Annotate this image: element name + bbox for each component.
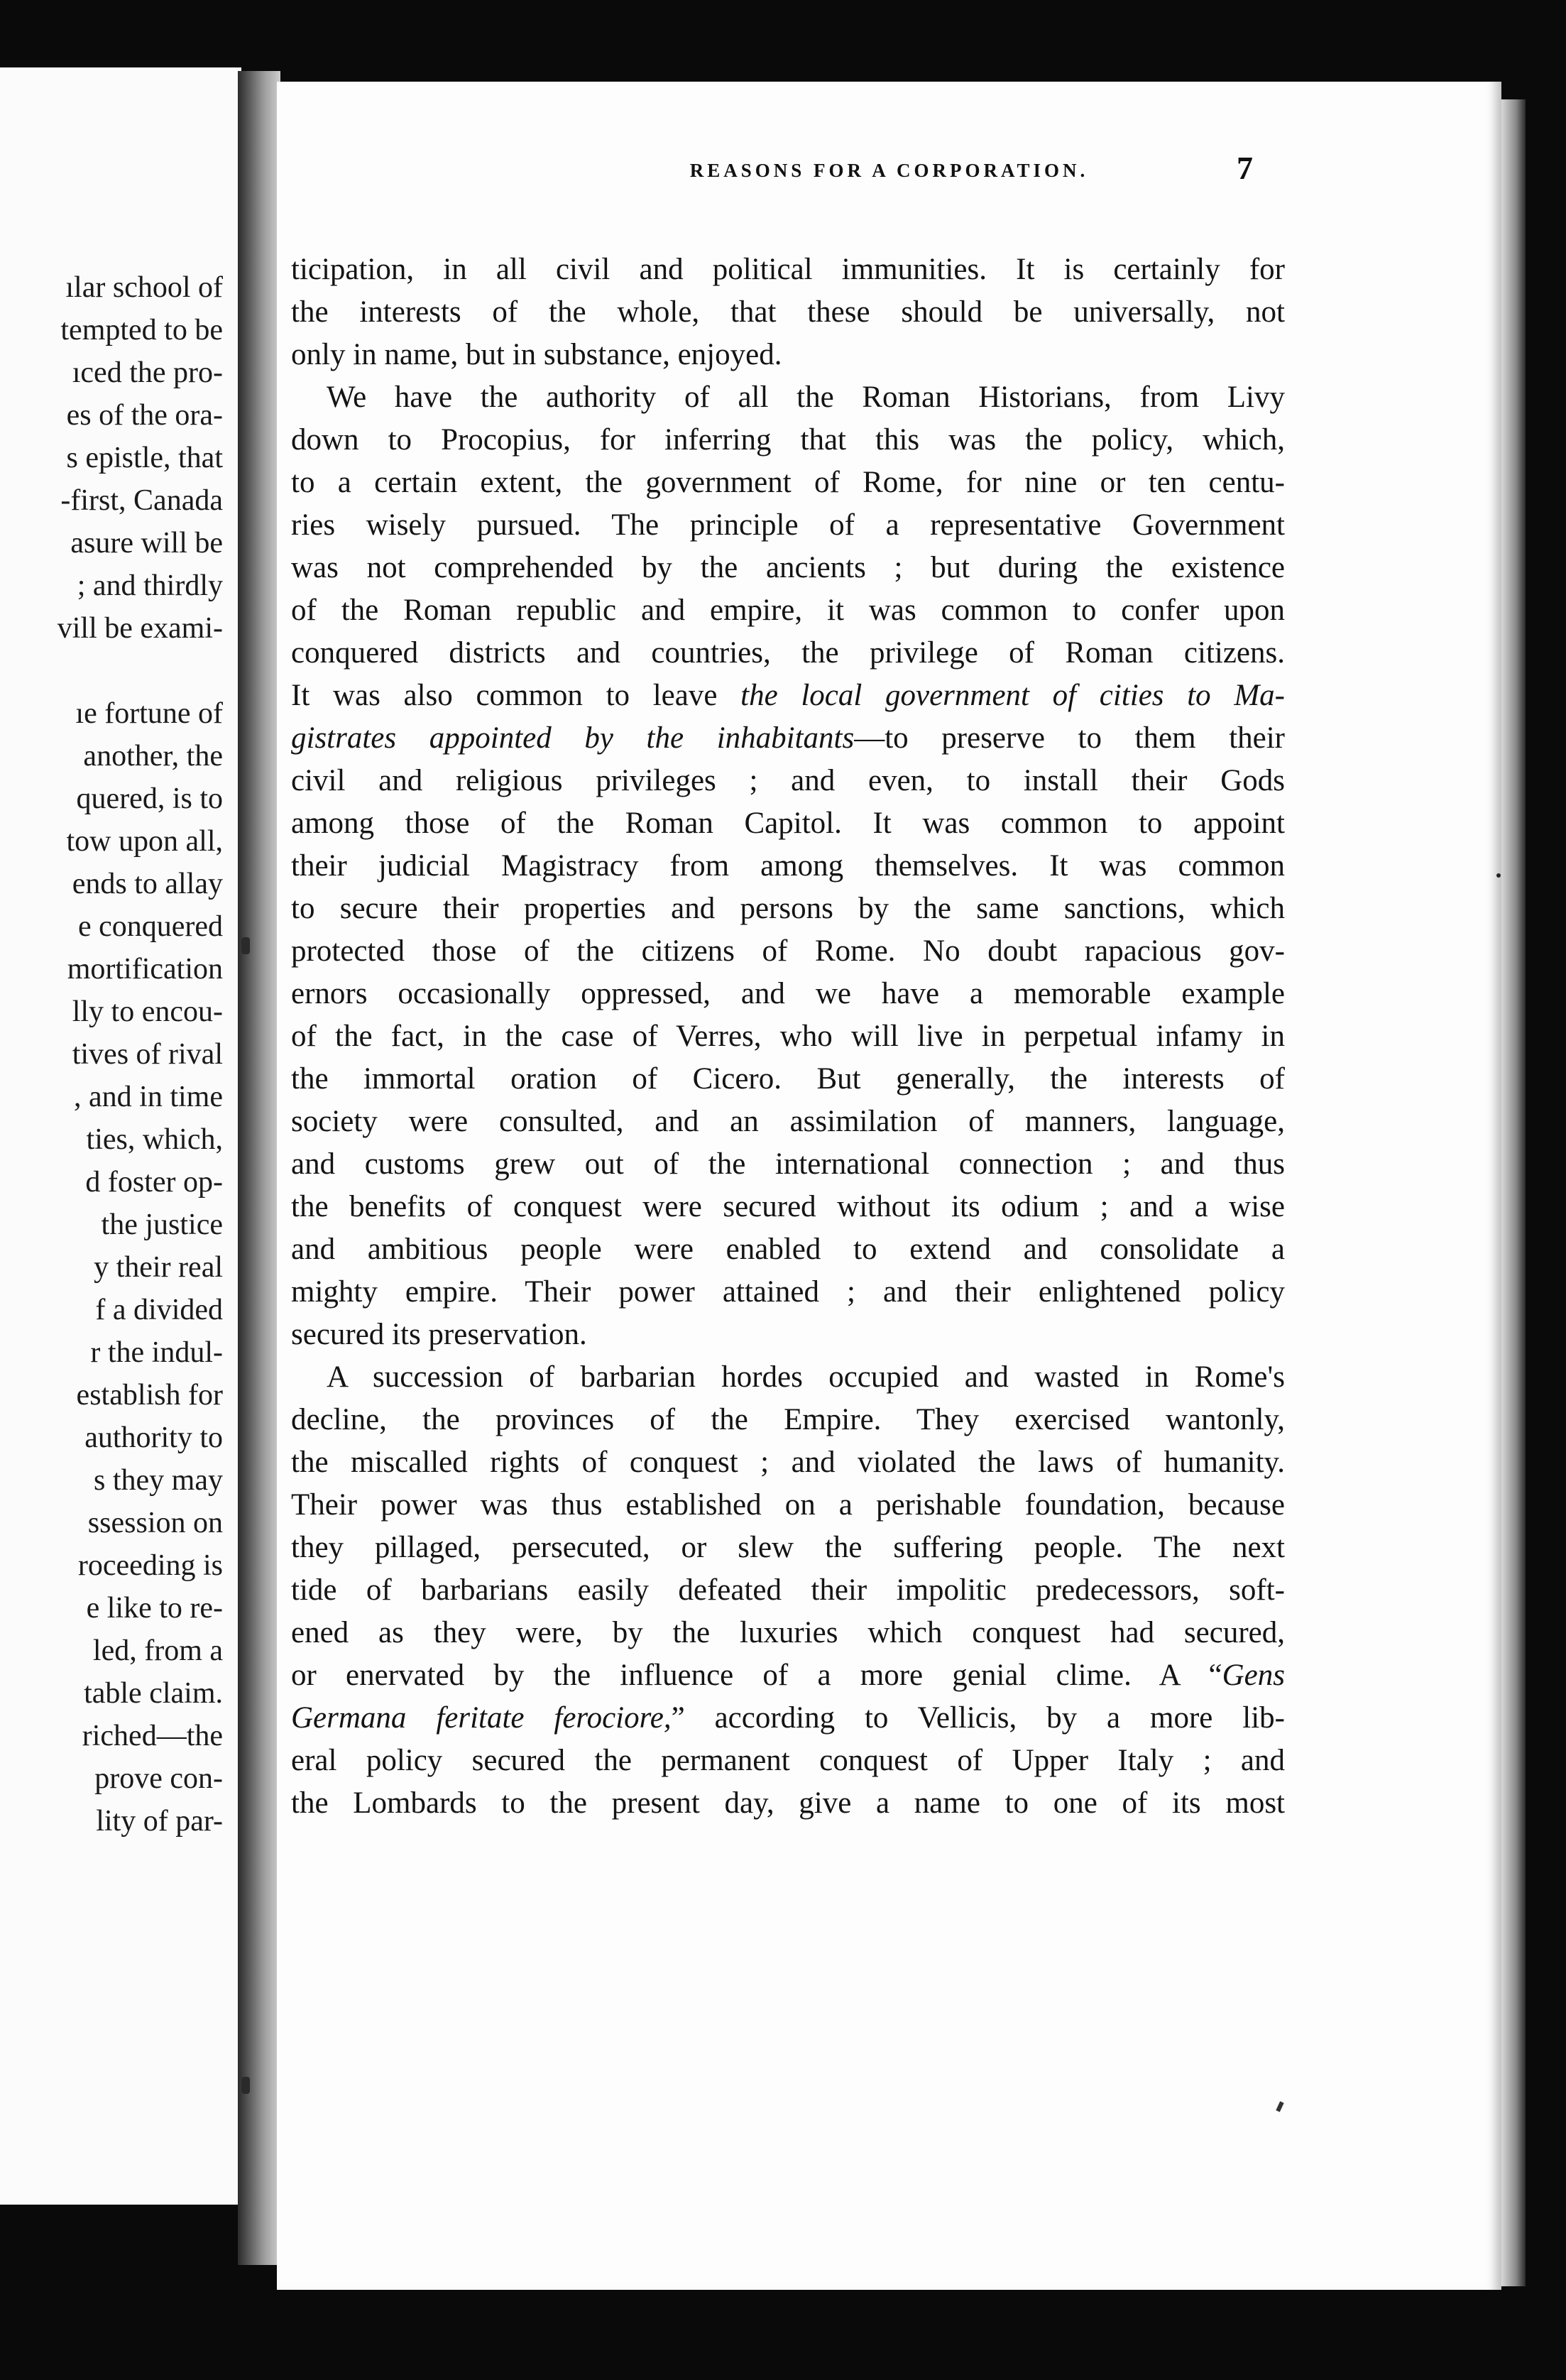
left-page-line: establish for: [76, 1379, 223, 1412]
left-page-line: ends to allay: [72, 868, 223, 900]
text-span: It was also common to leave: [291, 679, 741, 712]
text-span: ” according to Vellicis, by a more lib-: [671, 1701, 1285, 1735]
text-line: down to Procopius, for inferring that this was the policy, which,: [291, 423, 1285, 457]
italic-span: gistrates appointed by the inhabitants: [291, 721, 855, 755]
left-page-line: quered, is to: [76, 782, 223, 815]
left-page-line: lity of par-: [96, 1805, 223, 1838]
text-line: civil and religious privileges ; and even, to install their Gods: [291, 764, 1285, 797]
right-page: [277, 82, 1501, 2290]
left-page-line: e conquered: [77, 910, 223, 943]
text-line: [291, 1654, 1285, 1697]
text-line: only in name, but in substance, enjoyed.: [291, 338, 782, 371]
text-line: among those of the Roman Capitol. It was common to appoint: [291, 807, 1285, 840]
gutter-mark: [241, 937, 250, 954]
left-page-line: mortification: [67, 953, 223, 986]
text-line: they pillaged, persecuted, or slew the suffering people. The next: [291, 1531, 1285, 1564]
text-line: ries wisely pursued. The principle of a representative Government: [291, 508, 1285, 542]
left-page-line: ıe fortune of: [75, 697, 223, 730]
left-page-line: authority to: [84, 1421, 223, 1454]
text-line: the Lombards to the present day, give a name to one of its most: [291, 1786, 1285, 1820]
text-line: was not comprehended by the ancients ; but during the existence: [291, 551, 1285, 584]
text-line: secured its preservation.: [291, 1318, 587, 1351]
text-line: of the fact, in the case of Verres, who will live in perpetual infamy in: [291, 1020, 1285, 1053]
text-line: the miscalled rights of conquest ; and violated the laws of humanity.: [291, 1446, 1285, 1479]
left-page-line: r the indul-: [90, 1336, 223, 1369]
text-line: ened as they were, by the luxuries which conquest had secured,: [291, 1616, 1285, 1649]
left-page-line: , and in time: [74, 1081, 223, 1113]
text-line: the benefits of conquest were secured without its odium ; and a wise: [291, 1190, 1285, 1223]
left-page-line: ; and thirdly: [77, 569, 223, 602]
gutter-mark: [241, 2077, 250, 2094]
book-gutter: [238, 71, 280, 2265]
text-line: ticipation, in all civil and political immunities. It is certainly for: [291, 253, 1285, 286]
left-page-line: tempted to be: [60, 314, 223, 346]
text-line: and ambitious people were enabled to extend and consolidate a: [291, 1233, 1285, 1266]
left-page-line: ıced the pro-: [72, 356, 223, 389]
left-page-line: lly to encou-: [72, 995, 223, 1028]
text-line: society were consulted, and an assimilation of manners, language,: [291, 1105, 1285, 1138]
body-text: [291, 249, 1285, 1938]
text-line: their judicial Magistracy from among themselves. It was common: [291, 849, 1285, 883]
text-line: tide of barbarians easily defeated their impolitic predecessors, soft-: [291, 1573, 1285, 1607]
left-page-line: led, from a: [92, 1634, 223, 1667]
text-line: [291, 717, 1285, 760]
running-head: REASONS FOR A CORPORATION.: [689, 160, 1089, 181]
page-speck: [1276, 2101, 1283, 2112]
text-line: mighty empire. Their power attained ; and their enlightened policy: [291, 1275, 1285, 1309]
page-number: 7: [1237, 150, 1253, 186]
text-line: eral policy secured the permanent conquest of Upper Italy ; and: [291, 1744, 1285, 1777]
text-line: ernors occasionally oppressed, and we have a memorable example: [291, 977, 1285, 1010]
left-page: [0, 67, 241, 2205]
italic-span: Gens: [1222, 1659, 1285, 1692]
left-page-line: e like to re-: [86, 1592, 223, 1625]
left-page-line: another, the: [83, 740, 223, 773]
text-line: A succession of barbarian hordes occupied and wasted in Rome's: [327, 1360, 1285, 1394]
text-span: or enervated by the influence of a more genial clime. A “: [291, 1659, 1222, 1692]
text-line: of the Roman republic and empire, it was common to confer upon: [291, 594, 1285, 627]
left-page-line: f a divided: [95, 1294, 223, 1326]
left-page-line: y their real: [94, 1251, 223, 1284]
text-line: the immortal oration of Cicero. But generally, the interests of: [291, 1062, 1285, 1096]
left-page-line: ssession on: [87, 1507, 223, 1539]
left-page-line: prove con-: [94, 1762, 223, 1795]
text-line: protected those of the citizens of Rome. No doubt rapacious gov-: [291, 934, 1285, 968]
text-span: —to preserve to them their: [854, 721, 1285, 755]
text-line: decline, the provinces of the Empire. They exercised wantonly,: [291, 1403, 1285, 1436]
left-page-line: tow upon all,: [66, 825, 223, 858]
left-page-line: s they may: [94, 1464, 223, 1497]
italic-span: the local government of cities to Ma-: [740, 679, 1285, 712]
left-page-line: ties, which,: [86, 1123, 223, 1156]
text-line: conquered districts and countries, the privilege of Roman citizens.: [291, 636, 1285, 670]
left-page-line: d foster op-: [85, 1166, 223, 1199]
text-line: [291, 1697, 1285, 1740]
left-page-line: es of the ora-: [66, 399, 223, 432]
left-page-line: -first, Canada: [60, 484, 223, 517]
italic-span: Germana feritate ferociore,: [291, 1701, 672, 1735]
left-page-line: the justice: [101, 1208, 223, 1241]
text-line: to secure their properties and persons by the same sanctions, which: [291, 892, 1285, 925]
text-line: [291, 675, 1285, 717]
text-line: the interests of the whole, that these should be universally, not: [291, 295, 1285, 329]
left-page-line: table claim.: [84, 1677, 223, 1710]
page-edge: [1501, 99, 1526, 2286]
text-line: to a certain extent, the government of Rome, for nine or ten centu-: [291, 466, 1285, 499]
left-page-line: tives of rival: [72, 1038, 223, 1071]
left-page-line: riched—the: [82, 1720, 223, 1752]
left-page-line: roceeding is: [77, 1549, 223, 1582]
text-line: Their power was thus established on a perishable foundation, because: [291, 1488, 1285, 1522]
margin-dot: [1496, 873, 1501, 878]
left-page-line: ılar school of: [65, 271, 223, 304]
left-page-line: asure will be: [70, 527, 223, 559]
left-page-line: s epistle, that: [66, 442, 223, 474]
left-page-line: vill be exami-: [57, 612, 223, 645]
text-line: and customs grew out of the international connection ; and thus: [291, 1147, 1285, 1181]
text-line: We have the authority of all the Roman Historians, from Livy: [327, 381, 1285, 414]
